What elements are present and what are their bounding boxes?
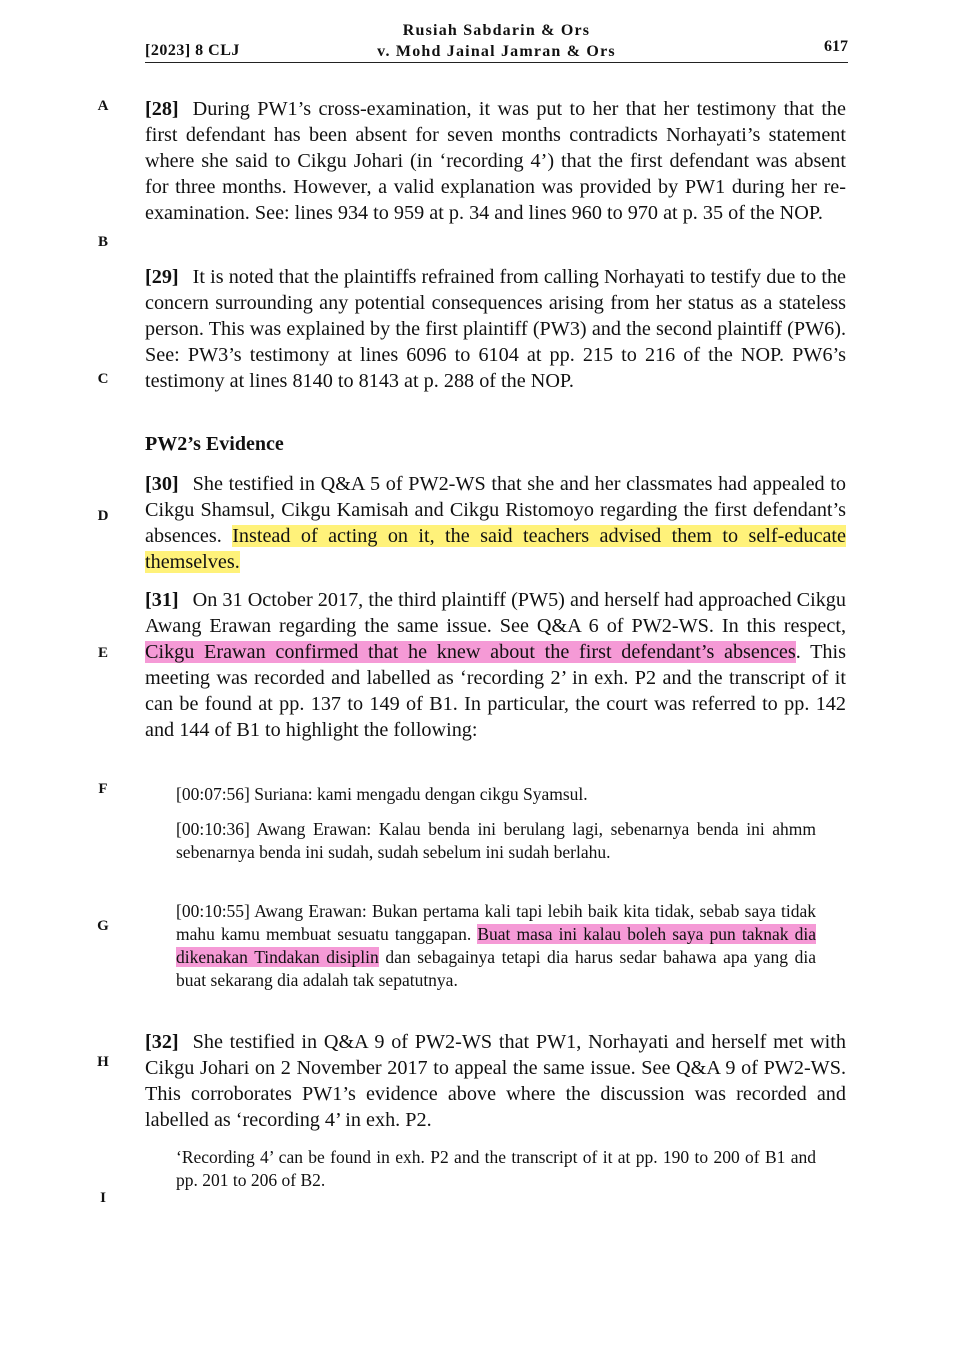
page-number: 617	[824, 38, 848, 55]
margin-letter-h: H	[97, 1054, 109, 1070]
paragraph-text: She testified in Q&A 5 of PW2-WS that she and her classmates had appealed to Cikgu Shamsul, Cikgu Kamisah and Cikgu Ristomoyo regarding the first defendant’s absences.	[145, 473, 846, 547]
paragraph-31	[145, 587, 846, 743]
transcript-quote-2: [00:10:36] Awang Erawan: Kalau benda ini berulang lagi, sebenarnya benda ini ahmm sebenarnya benda ini sudah, sudah sebelum ini sudah berlahu.	[176, 819, 816, 862]
margin-letter-i: I	[100, 1190, 106, 1206]
paragraph-text: She testified in Q&A 9 of PW2-WS that PW1, Norhayati and herself met with Cikgu Johari on 2 November 2017 to appeal the same issue. See Q&A 9 of PW2-WS. This corroborates PW1’s evidence above where the discussion was recorded and labelled as ‘recording 4’ in exh. P2.	[145, 1031, 846, 1131]
paragraph-number: [31]	[145, 589, 179, 611]
paragraph-28	[145, 96, 846, 226]
paragraph-29	[145, 264, 846, 394]
transcript-quote-3	[176, 900, 816, 992]
paragraph-text: During PW1’s cross-examination, it was put to her that her testimony that the first defendant has been absent for seven months contradicts Norhayati’s statement where she said to Cikgu Johari (in ‘recording 4’) that the first defendant was absent for three months. However, a valid explanation was provided by PW1 during her re-examination. See: lines 934 to 959 at p. 34 and lines 960 to 970 at p. 35 of the NOP.	[145, 98, 846, 224]
margin-letter-f: F	[98, 781, 108, 797]
case-name-line2: v. Mohd Jainal Jamran & Ors	[377, 43, 616, 60]
paragraph-text-continued: . This meeting was recorded and labelled as ‘recording 2’ in exh. P2 and the transcript of it can be found at pp. 137 to 149 of B1. In particular, the court was referred to pp. 142 and 144 of B1 to highlight the following:	[145, 641, 846, 741]
paragraph-number: [32]	[145, 1031, 179, 1053]
highlighted-text: Instead of acting on it, the said teachers advised them to self-educate themselves.	[145, 525, 846, 573]
highlighted-text: Cikgu Erawan confirmed that he knew about the first defendant’s absences	[145, 641, 796, 663]
paragraph-number: [28]	[145, 98, 179, 120]
margin-letter-e: E	[97, 645, 108, 661]
margin-letter-c: C	[97, 371, 109, 387]
quote-text-continued: dan sebagainya tetapi dia harus sedar bahawa apa yang dia buat sekarang dia adalah tak sepatutnya.	[176, 947, 816, 990]
recording-note: ‘Recording 4’ can be found in exh. P2 and the transcript of it at pp. 190 to 200 of B1 and pp. 201 to 206 of B2.	[176, 1147, 816, 1190]
paragraph-30	[145, 471, 846, 575]
quote-text: [00:10:55] Awang Erawan: Bukan pertama kali tapi lebih baik kita tidak, sebab saya tidak mahu kamu membuat sesuatu tanggapan.	[176, 901, 816, 944]
section-heading: PW2’s Evidence	[145, 433, 284, 455]
case-name-line1: Rusiah Sabdarin & Ors	[402, 22, 591, 39]
margin-letter-d: D	[97, 508, 109, 524]
margin-letter-b: B	[97, 234, 108, 250]
header-rule	[145, 62, 848, 63]
case-name	[145, 20, 848, 62]
margin-letter-g: G	[97, 918, 109, 934]
law-report-citation: [2023] 8 CLJ	[145, 42, 240, 59]
transcript-quote-1: [00:07:56] Suriana: kami mengadu dengan cikgu Syamsul.	[176, 784, 588, 804]
running-header	[145, 20, 848, 64]
highlighted-text: Buat masa ini kalau boleh saya pun taknak dia dikenakan Tindakan disiplin	[176, 924, 817, 967]
paragraph-text: On 31 October 2017, the third plaintiff (PW5) and herself had approached Cikgu Awang Erawan regarding the same issue. See Q&A 6 of PW2-WS. In this respect,	[145, 589, 846, 637]
paragraph-text: It is noted that the plaintiffs refrained from calling Norhayati to testify due to the concern surrounding any potential consequences arising from her status as a stateless person. This was explained by the first plaintiff (PW3) and the second plaintiff (PW6). See: PW3’s testimony at lines 6096 to 6104 at pp. 215 to 216 of the NOP. PW6’s testimony at lines 8140 to 8143 at p. 288 of the NOP.	[145, 266, 846, 392]
paragraph-32	[145, 1029, 846, 1133]
paragraph-number: [29]	[145, 266, 179, 288]
margin-letter-a: A	[97, 98, 109, 114]
paragraph-number: [30]	[145, 473, 179, 495]
